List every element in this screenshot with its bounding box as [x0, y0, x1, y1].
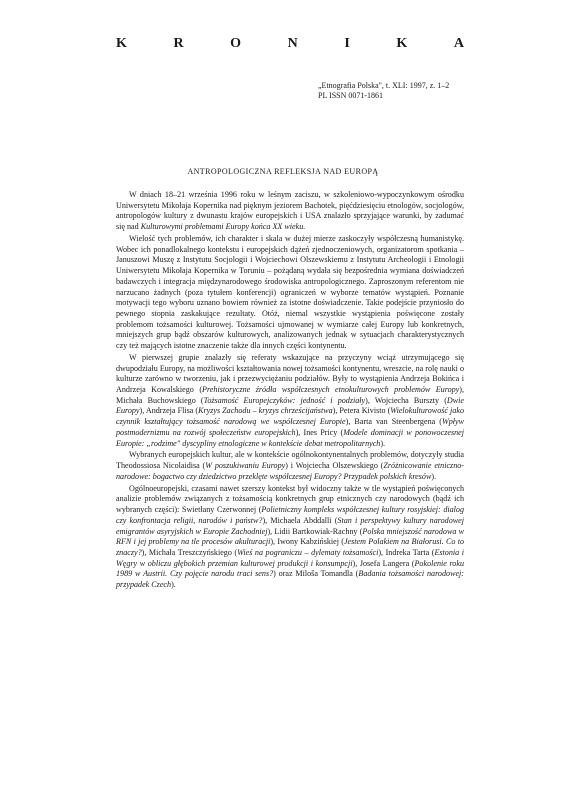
paragraph-text: ), Michaela Abddalli (: [262, 515, 338, 525]
paragraph-text: ), Michała Treszczyńskiego (: [141, 547, 238, 557]
paragraph-text: ), Andrzeja Flisa (: [139, 406, 199, 416]
paragraph-text: W dniach 18–21 września 1996 roku w leśnym zaciszu, w szkoleniowo-wypoczynkowym ośrodku Uniwersytetu Mikołaja Kopernika nad pięknym jeziorem Bachotek, pięćdziesięciu etnologów, socjologów, antropologów kultury z dwunastu krajów europejskich i USA znalazło sprzyjające warunki, by zadumać się nad: [116, 190, 464, 232]
paragraph-text: Ogólnoeuropejski, czasami nawet szerszy kontekst był widoczny także w tle wystąpień poświęconych analizie problemów związanych z tożsamością konkretnych grup etnicznych czy narodowych (bądź ich wybranych części): Swietłany Czerwonnej (: [116, 483, 464, 515]
italic-title-text: Polska mniejszość narodowa w RFN i jej problemy na tle procesów akulturacji: [116, 526, 464, 547]
article-title: ANTROPOLOGICZNA REFLEKSJA NAD EUROPĄ: [187, 167, 379, 176]
journal-issn: PL ISSN 0071-1861: [318, 91, 384, 100]
italic-title-text: Dwie Europy: [116, 395, 464, 416]
italic-title-text: Pokolenie roku 1989 w Austrii. Czy pojęcie narodu traci sens?: [116, 558, 464, 579]
header-letter: O: [230, 36, 242, 51]
section-header: [116, 36, 464, 52]
italic-title-text: Estonia i Węgry w obliczu głębokich przemian kulturowej produkcji i konsumpcji: [116, 547, 464, 568]
header-letter: I: [344, 36, 350, 51]
paragraph-text: ), Lidii Bartkowiak-Rachny (: [267, 526, 363, 536]
italic-title-text: Modele dominacji w ponowoczesnej Europie: „rodzime" dyscypliny etnologiczne w kontekście debat metropolitarnych: [116, 427, 464, 448]
paragraph-text: ), Indreka Tarta (: [378, 547, 435, 557]
article-body: [116, 190, 464, 592]
paragraph-text: ).: [431, 471, 437, 481]
italic-title-text: Zróżnicowanie etniczno-narodowe: bogactwo czy dziedzictwo przeklęte współczesnej Europy? Przypadek polskich kresów: [116, 461, 464, 481]
header-letter: R: [173, 36, 184, 51]
italic-title-text: Tożsamość Europejczyków: jedność i podziały: [203, 395, 366, 405]
italic-title-text: Wpływ postmodernizmu na rozwój społeczeństw europejskich: [116, 417, 464, 437]
header-letter: N: [287, 36, 298, 51]
italic-title-text: Jestem Polakiem na Białorusi. Co to znaczy?: [116, 537, 464, 557]
body-paragraph: [116, 353, 464, 449]
italic-title-text: Wieś na pograniczu – dylematy tożsamości: [237, 547, 379, 557]
paragraph-text: Wybranych europejskich kultur, ale w kontekście ogólnokontynentalnych problemów, dotyczyły studia Theodossiosa Nicolaidisa (: [116, 450, 464, 471]
italic-title-text: Wielokulturowość jako czynnik kształtujący tożsamość narodową we współczesnej Europie: [116, 406, 464, 427]
paragraph-text: ) oraz Miloša Tomandla (: [273, 569, 359, 579]
paragraph-text: ), Josefa Langera (: [352, 558, 415, 568]
body-paragraph: [116, 234, 464, 352]
journal-citation: „Etnografia Polska", t. XLI: 1997, z. 1–2: [318, 81, 450, 90]
paragraph-text: Wielość tych problemów, ich charakter i skala w dużej mierze zaskoczyły współczesną humanistykę. Wobec ich ponadlokalnego kontekstu i europejskich dążeń zjednoczeniowych, organizatorom spotkania – Januszowi Muszę z Instytutu Socjologii i Wojciechowi Olszewskiemu z Instytutu Archeologii i Etnologii Uniwersytetu Mikołaja Kopernika w Toruniu – pożądaną wydała się bezpośrednia wymiana doświadczeń badawczych i integracja międzynarodowego środowiska antropologicznego. Zaproszonym referentom nie narzucano żadnych (poza tytułem konferencji) ograniczeń w wyborze tematów wystąpień. Poznanie motywacji tego wyboru uznano bowiem również za istotne doświadczenie. Takie podejście przyniosło do pewnego stopnia zaskakujące rezultaty. Otóż, niemal wszystkie wystąpienia poświęcone zostały problemom tożsamości kulturowej. Tożsamości ujmowanej w wymiarze całej Europy lub konkretnych, mniejszych grup bądź obszarów kulturowych, analizowanych jednak w sytuacjach charakterystycznych czy też mających istotne znaczenie także dla innych części kontynentu.: [116, 234, 464, 351]
paragraph-text: ), Ines Pricy (: [295, 427, 344, 437]
paragraph-text: ), Iwony Kabzińskiej (: [270, 537, 344, 547]
paragraph-text: ).: [171, 580, 176, 590]
italic-title-text: Prehistoryczne źródła współczesnych etnokulturowych problemów Europy: [202, 385, 460, 395]
header-letter: K: [396, 36, 408, 51]
paragraph-text: ), Michała Buchowskiego (: [116, 385, 464, 405]
paragraph-text: ), Petera Kivisto (: [332, 406, 391, 416]
italic-title-text: Polietniczny kompleks współczesnej kultury rosyjskiej: dialog czy konfrontacja religii, narodów i państw?: [116, 505, 465, 525]
body-paragraph: [116, 190, 464, 233]
header-letter: A: [453, 36, 464, 51]
italic-title-text: W poszukiwaniu Europy: [205, 461, 286, 471]
italic-title-text: Badania tożsamości narodowej: przypadek Czech: [116, 569, 464, 590]
body-paragraph: [116, 450, 464, 482]
header-letter: K: [116, 36, 127, 51]
journal-reference: [318, 81, 449, 101]
paragraph-text: ), Barta van Steenbergena (: [345, 417, 442, 427]
paragraph-text: ) i Wojciecha Olszewskiego (: [285, 461, 384, 471]
paragraph-text: ), Wojciecha Burszty (: [365, 395, 447, 405]
paragraph-text: ).: [380, 438, 386, 448]
body-paragraph: [116, 484, 464, 591]
paragraph-text: W pierwszej grupie znalazły się referaty wskazujące na przyczyny wciąż utrzymującego się dwupodziału Europy, na możliwości kształtowania nowej tożsamości kontynentu, wreszcie, na rolę nauki o kulturze zarówno w tworzeniu, jak i przezwyciężaniu podziałów. Były to wystąpienia Andrzeja Bokińca i Andrzeja Kowalskiego (: [116, 352, 464, 395]
italic-title-text: Kulturowymi problemami Europy końca XX wieku.: [140, 222, 306, 232]
italic-title-text: Stan i perspektywy kultury narodowej emigrantów asyryjskich w Europie Zachodniej: [116, 515, 464, 536]
italic-title-text: Kryzys Zachodu – kryzys chrześcijaństwa: [198, 406, 333, 416]
